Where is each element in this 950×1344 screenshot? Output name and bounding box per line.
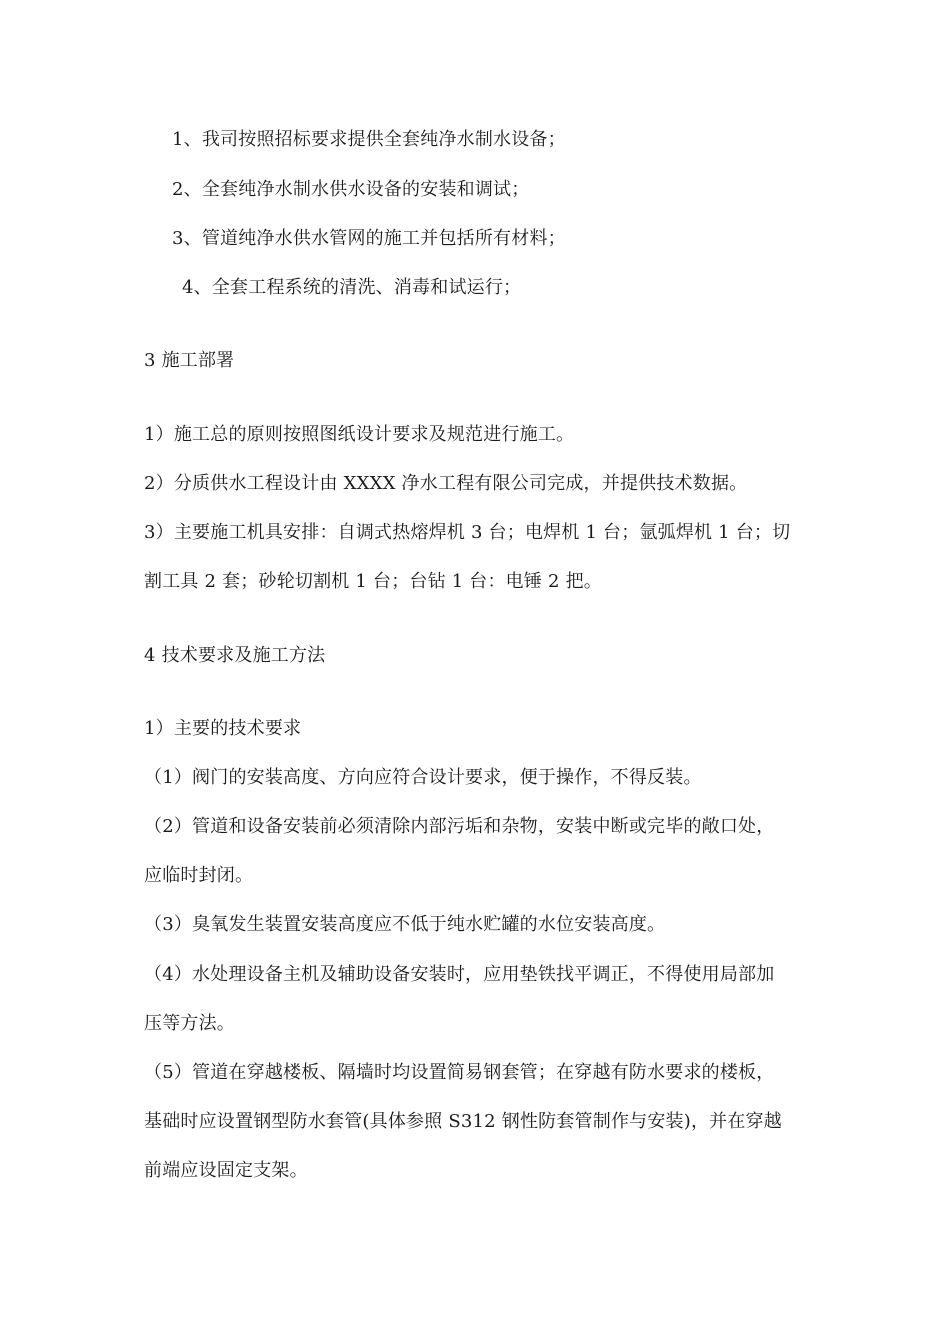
section-3-paragraph-3-line-2: 割工具 2 套；砂轮切割机 1 台；台钻 1 台：电锤 2 把。 xyxy=(144,571,602,592)
section-3-paragraph-3-line-1: 3）主要施工机具安排：自调式热熔焊机 3 台；电焊机 1 台；氩弧焊机 1 台；切 xyxy=(144,522,791,543)
section-4-heading: 4 技术要求及施工方法 xyxy=(144,645,326,666)
section-3-paragraph-1: 1）施工总的原则按照图纸设计要求及规范进行施工。 xyxy=(144,424,575,445)
requirement-2-line-1: （2）管道和设备安装前必须清除内部污垢和杂物，安装中断或完毕的敞口处， xyxy=(144,816,775,837)
requirement-1: （1）阀门的安装高度、方向应符合设计要求，便于操作，不得反装。 xyxy=(144,767,702,788)
section-3-heading: 3 施工部署 xyxy=(144,350,235,371)
requirement-5-line-2: 基础时应设置钢型防水套管(具体参照 S312 钢性防套管制作与安装)，并在穿越 xyxy=(144,1111,782,1132)
requirement-2-line-2: 应临时封闭。 xyxy=(144,865,254,886)
requirement-4-line-2: 压等方法。 xyxy=(144,1013,235,1034)
requirement-3: （3）臭氧发生装置安装高度应不低于纯水贮罐的水位安装高度。 xyxy=(144,914,666,935)
requirement-5-line-3: 前端应设固定支架。 xyxy=(144,1160,308,1181)
requirement-4-line-1: （4）水处理设备主机及辅助设备安装时，应用垫铁找平调正，不得使用局部加 xyxy=(144,964,775,985)
scope-item-1: 1、我司按照招标要求提供全套纯净水制水设备； xyxy=(172,129,566,150)
scope-item-3: 3、管道纯净水供水管网的施工并包括所有材料； xyxy=(172,228,566,249)
scope-item-2: 2、全套纯净水制水供水设备的安装和调试； xyxy=(172,179,530,200)
scope-item-4: 4、全套工程系统的清洗、消毒和试运行； xyxy=(182,277,522,298)
section-3-paragraph-2: 2）分质供水工程设计由 XXXX 净水工程有限公司完成，并提供技术数据。 xyxy=(144,473,748,494)
section-4-subheading: 1）主要的技术要求 xyxy=(144,718,302,739)
requirement-5-line-1: （5）管道在穿越楼板、隔墙时均设置简易钢套管；在穿越有防水要求的楼板， xyxy=(144,1062,775,1083)
